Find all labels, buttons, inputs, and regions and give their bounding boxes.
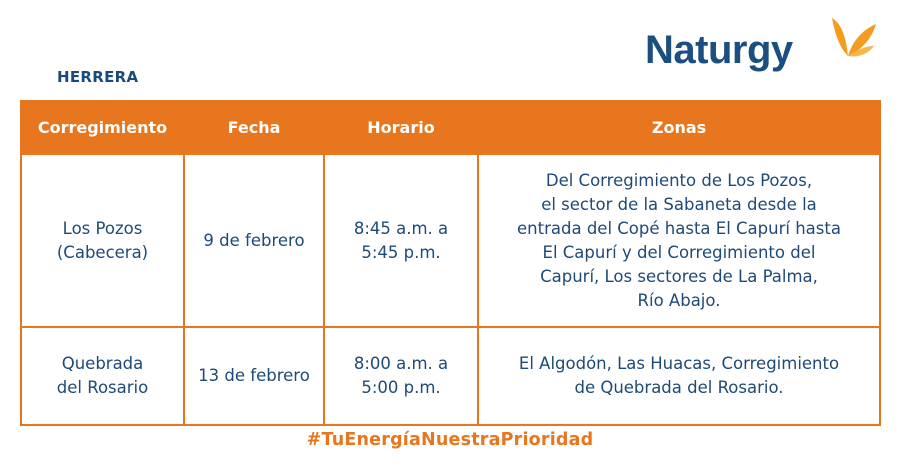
butterfly-logo-icon <box>828 16 880 72</box>
cell-line: 8:00 a.m. a <box>353 354 449 373</box>
cell-line: entrada del Copé hasta El Capurí hasta <box>517 218 841 238</box>
cell-fecha: 13 de febrero <box>184 327 324 425</box>
hashtag: #TuEnergíaNuestraPrioridad <box>306 430 594 450</box>
column-header-horario: Horario <box>324 101 478 154</box>
cell-corregimiento <box>21 327 184 425</box>
cell-line: 5:00 p.m. <box>361 378 441 397</box>
cell-line: Quebrada <box>61 354 144 373</box>
naturgy-logo <box>645 22 885 82</box>
cell-line: del Rosario <box>56 378 149 397</box>
cell-zonas <box>478 327 880 425</box>
table-row <box>21 154 880 327</box>
cell-line: (Cabecera) <box>56 242 149 262</box>
cell-line: 5:45 p.m. <box>361 242 441 262</box>
cell-zonas <box>478 154 880 327</box>
cell-horario <box>324 327 478 425</box>
cell-line: Río Abajo. <box>637 290 721 310</box>
region-title: HERRERA <box>57 68 139 86</box>
column-header-corregimiento: Corregimiento <box>21 101 184 154</box>
cell-line: el sector de la Sabaneta desde la <box>541 194 817 214</box>
cell-line: 8:45 a.m. a <box>353 218 449 238</box>
cell-line: de Quebrada del Rosario. <box>574 378 784 397</box>
cell-fecha: 9 de febrero <box>184 154 324 327</box>
table-row <box>21 327 880 425</box>
cell-line: Los Pozos <box>62 218 143 238</box>
cell-horario <box>324 154 478 327</box>
cell-line: El Capurí y del Corregimiento del <box>542 242 816 262</box>
cell-line: Capurí, Los sectores de La Palma, <box>540 266 818 286</box>
column-header-fecha: Fecha <box>184 101 324 154</box>
table-header-row <box>21 101 880 154</box>
cell-corregimiento <box>21 154 184 327</box>
cell-line: El Algodón, Las Huacas, Corregimiento <box>518 354 840 373</box>
schedule-table <box>20 100 881 426</box>
logo-wordmark: Naturgy <box>645 28 793 72</box>
cell-line: Del Corregimiento de Los Pozos, <box>545 170 813 190</box>
column-header-zonas: Zonas <box>478 101 880 154</box>
